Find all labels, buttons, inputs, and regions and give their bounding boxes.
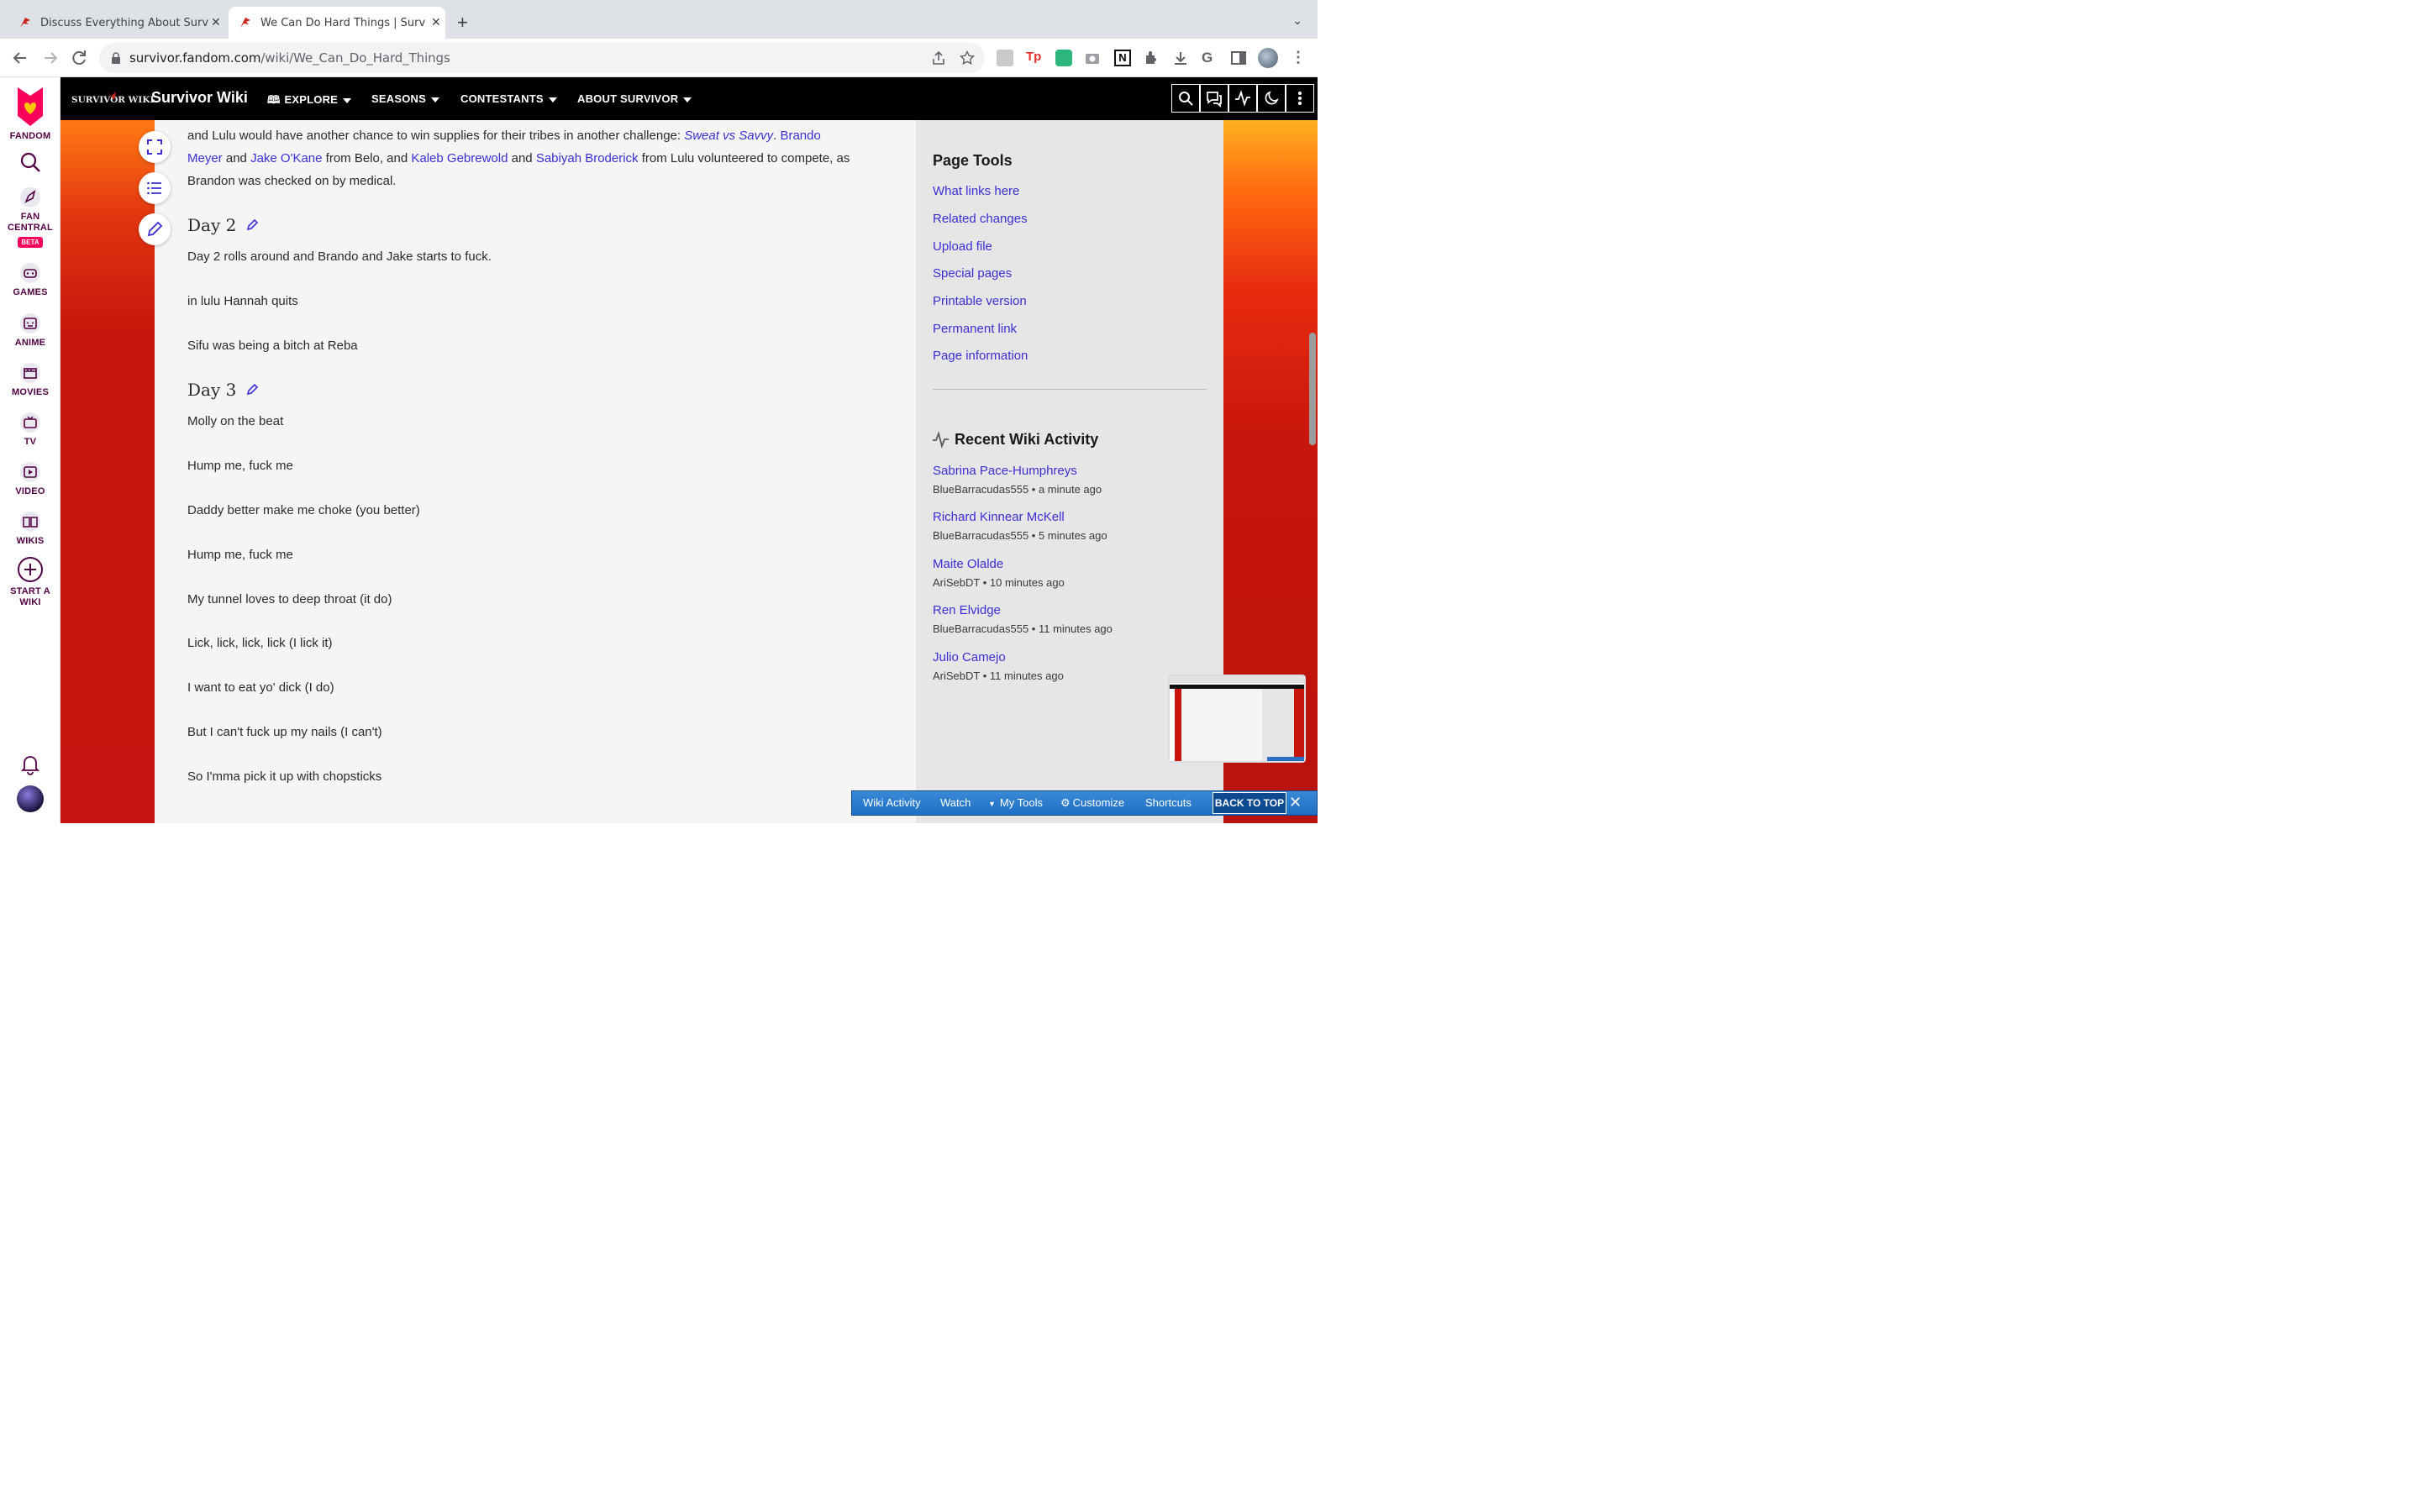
rail-item-movies[interactable] [0,362,60,398]
explore-book-icon: 🕮 [267,93,281,106]
page-tool-printable-version[interactable]: Printable version [933,294,1027,308]
back-to-top-button[interactable]: BACK TO TOP [1213,792,1286,814]
paragraph: in lulu Hannah quits [187,294,298,308]
extension-tp-icon[interactable]: Tp [1026,50,1042,64]
rail-item-games[interactable] [0,262,60,298]
thumb-bg-right [1294,689,1304,761]
toolbar-watch[interactable]: Watch [940,796,971,809]
close-tab-icon[interactable]: ✕ [211,16,221,29]
wiki-header [60,77,1318,120]
page-tool-special-pages[interactable]: Special pages [933,266,1013,281]
more-options-button[interactable] [1286,84,1314,113]
thumb-sidebar [1262,689,1294,761]
browser-toolbar [0,39,1318,77]
nav-label: CONTESTANTS [460,92,544,105]
page-tool-page-information[interactable]: Page information [933,349,1028,363]
activity-pulse-icon [932,431,950,448]
link-sabiyah-broderick[interactable]: Sabiyah Broderick [535,151,639,165]
thumb-bg-left [1175,689,1181,761]
user-avatar[interactable] [0,785,60,812]
side-panel-icon[interactable] [1230,50,1247,66]
page-tool-what-links-here[interactable]: What links here [933,184,1020,198]
rail-label: GAMES [13,287,48,297]
gear-icon: ⚙ [1060,796,1071,809]
rocket-icon [19,186,41,208]
section-heading-day-3: Day 3 [187,380,237,400]
tab-title: We Can Do Hard Things | Surv [260,16,426,29]
table-of-contents-button[interactable] [139,172,171,204]
extension-green-icon[interactable] [1055,50,1072,66]
activity-meta: BlueBarracudas555 • 5 minutes ago [933,529,1107,542]
fandom-global-nav [0,77,60,823]
google-icon[interactable]: G [1202,50,1213,66]
url-domain: survivor.fandom.com [129,50,261,66]
close-tab-icon[interactable]: ✕ [431,16,441,29]
share-icon[interactable] [931,50,946,66]
reload-icon[interactable] [69,48,89,68]
edit-section-pencil-icon[interactable] [246,384,258,396]
rail-item-fan-central[interactable] [0,186,60,249]
paragraph: Daddy better make me choke (you better) [187,503,420,517]
theme-toggle-button[interactable] [1257,84,1286,113]
paragraph: Hump me, fuck me [187,459,293,473]
toolbar-label: Customize [1072,796,1125,809]
intro-paragraph [187,124,893,192]
thumb-toolbar [1267,757,1304,761]
rail-label: WIKIS [16,536,45,546]
search-icon [19,151,41,173]
text-run: and [508,151,536,165]
rail-item-tv[interactable] [0,412,60,448]
new-tab-icon[interactable]: + [457,12,468,33]
toolbar-wiki-activity[interactable]: Wiki Activity [863,796,921,809]
activity-page-link[interactable]: Sabrina Pace-Humphreys [933,464,1077,478]
list-icon [147,181,162,195]
browser-tab-active[interactable] [229,7,445,39]
more-vertical-icon [1297,91,1302,106]
text-run: from Belo, and [322,151,412,165]
camera-extension-icon[interactable] [1084,50,1101,66]
expand-icon [147,139,162,155]
toolbar-label: My Tools [999,796,1043,809]
rail-label: MOVIES [12,387,49,397]
browser-tab[interactable] [8,7,231,39]
gamepad-icon [19,262,41,284]
bell-icon [21,754,39,774]
discussions-icon [1206,91,1223,106]
activity-page-link[interactable]: Julio Camejo [933,650,1006,664]
survivor-favicon-icon [18,16,32,29]
wiki-search-button[interactable] [1171,84,1200,113]
rail-label: FAN CENTRAL [8,212,53,233]
edit-section-pencil-icon[interactable] [246,219,258,231]
clapperboard-icon [19,362,41,384]
tab-search-chevron-icon[interactable]: ⌄ [1292,13,1302,27]
caret-down-icon [549,97,557,102]
caret-down-icon [343,98,351,103]
nav-label: EXPLORE [284,93,339,106]
lock-icon [111,52,121,64]
paragraph: Molly on the beat [187,414,284,428]
text-run: Brandon was checked on by medical. [187,174,397,188]
notion-icon[interactable]: N [1114,50,1131,66]
extensions-puzzle-icon[interactable] [1143,50,1160,66]
rail-item-start-a-wiki[interactable] [0,556,60,608]
anime-icon [19,312,41,334]
nav-contestants[interactable] [460,92,557,105]
caret-down-icon: ▼ [988,800,996,808]
page-tool-related-changes[interactable]: Related changes [933,212,1028,226]
bookmark-star-icon[interactable] [960,50,975,66]
close-toolbar-icon[interactable]: ✕ [1289,794,1302,811]
url-text [129,50,450,66]
screenshot-preview-thumbnail[interactable] [1168,675,1306,763]
paragraph: Day 2 rolls around and Brando and Jake starts to fuck. [187,249,492,264]
activity-meta: AriSebDT • 10 minutes ago [933,576,1065,589]
section-heading-day-2: Day 2 [187,215,237,235]
rail-label: FANDOM [9,131,51,141]
tv-icon [19,412,41,433]
text-run: from Lulu volunteered to compete, as [638,151,850,165]
page-tool-upload-file[interactable]: Upload file [933,239,992,254]
rail-item-anime[interactable] [0,312,60,349]
avatar-image [17,785,44,812]
address-bar[interactable] [99,43,985,73]
paragraph: But I can't fuck up my nails (I can't) [187,725,382,739]
search-icon [1178,91,1193,106]
profile-avatar[interactable] [1258,48,1278,68]
expand-content-button[interactable] [139,131,171,163]
nav-about-survivor[interactable] [577,92,692,105]
caret-down-icon [683,97,692,102]
edit-page-button[interactable] [139,213,171,245]
play-video-icon [19,461,41,483]
nav-seasons[interactable] [371,92,439,105]
browser-tabstrip [0,0,1318,39]
pencil-icon [146,221,163,238]
page-scrollbar-thumb[interactable] [1309,333,1316,445]
link-jake-okane[interactable]: Jake O'Kane [250,151,323,165]
beta-badge: BETA [18,237,42,248]
activity-page-link[interactable]: Maite Olalde [933,557,1004,571]
toolbar-shortcuts[interactable]: Shortcuts [1145,796,1192,809]
activity-page-link[interactable]: Richard Kinnear McKell [933,510,1065,524]
nav-label: ABOUT SURVIVOR [577,92,679,105]
nav-explore[interactable] [267,92,351,111]
caret-down-icon [431,97,439,102]
rail-label: TV [24,437,37,447]
rail-item-video[interactable] [0,461,60,497]
forward-arrow-icon[interactable] [40,48,60,68]
paragraph: My tunnel loves to deep throat (it do) [187,592,392,606]
paragraph: Sifu was being a bitch at Reba [187,339,358,353]
link-text: Brando [780,129,821,143]
activity-meta: BlueBarracudas555 • a minute ago [933,483,1102,496]
rail-label: ANIME [14,338,46,348]
survivor-favicon-icon [239,16,252,29]
activity-pulse-icon [1234,91,1251,106]
nav-label: SEASONS [371,92,426,105]
moon-icon [1264,91,1279,106]
download-icon[interactable] [1172,50,1189,66]
notifications-button[interactable] [0,754,60,774]
discussions-button[interactable] [1200,84,1228,113]
rail-search[interactable] [0,151,60,173]
activity-meta: BlueBarracudas555 • 11 minutes ago [933,622,1113,635]
recent-activity-button[interactable] [1228,84,1257,113]
link-text: Meyer [187,151,223,165]
sidebar-divider [933,389,1207,390]
back-arrow-icon[interactable] [10,48,30,68]
activity-meta: AriSebDT • 11 minutes ago [933,669,1064,682]
toolbar-my-tools[interactable] [988,796,1043,809]
browser-menu-icon[interactable]: ⋮ [1291,49,1306,66]
thumb-content [1181,689,1262,761]
paragraph: So I'mma pick it up with chopsticks [187,769,382,784]
link-kaleb-gebrewold[interactable]: Kaleb Gebrewold [411,151,508,165]
survivor-wiki-logo[interactable] [71,88,155,108]
fandom-home-link[interactable] [0,86,60,142]
fandom-logo-icon [14,86,46,128]
page-tools-title: Page Tools [933,152,1013,169]
wiki-name[interactable]: Survivor Wiki [151,89,248,106]
activity-page-link[interactable]: Ren Elvidge [933,603,1001,617]
text-run: . [773,129,781,143]
extension-a-icon[interactable] [997,50,1013,66]
text-run: and [222,151,251,165]
rail-label: VIDEO [15,486,45,496]
paragraph: I want to eat yo' dick (I do) [187,680,334,695]
url-path: /wiki/We_Can_Do_Hard_Things [260,50,450,66]
open-book-icon [19,511,41,533]
svg-text:SURVIVOR WIKI: SURVIVOR WIKI [71,95,155,105]
recent-activity-title: Recent Wiki Activity [955,431,1099,448]
plus-circle-icon [17,556,44,583]
page-tool-permanent-link[interactable]: Permanent link [933,322,1018,336]
screen [0,0,1318,823]
rail-label: START A WIKI [10,586,50,607]
link-sweat-vs-savvy[interactable]: Sweat vs Savvy [684,129,774,143]
rail-item-wikis[interactable] [0,511,60,547]
text-run: and Lulu would have another chance to win supplies for their tribes in another challenge: [187,129,685,143]
thumb-chrome [1170,676,1304,683]
toolbar-customize[interactable] [1060,796,1124,810]
paragraph: Lick, lick, lick, lick (I lick it) [187,636,333,650]
paragraph: Hump me, fuck me [187,548,293,562]
tab-title: Discuss Everything About Surv [40,16,209,29]
